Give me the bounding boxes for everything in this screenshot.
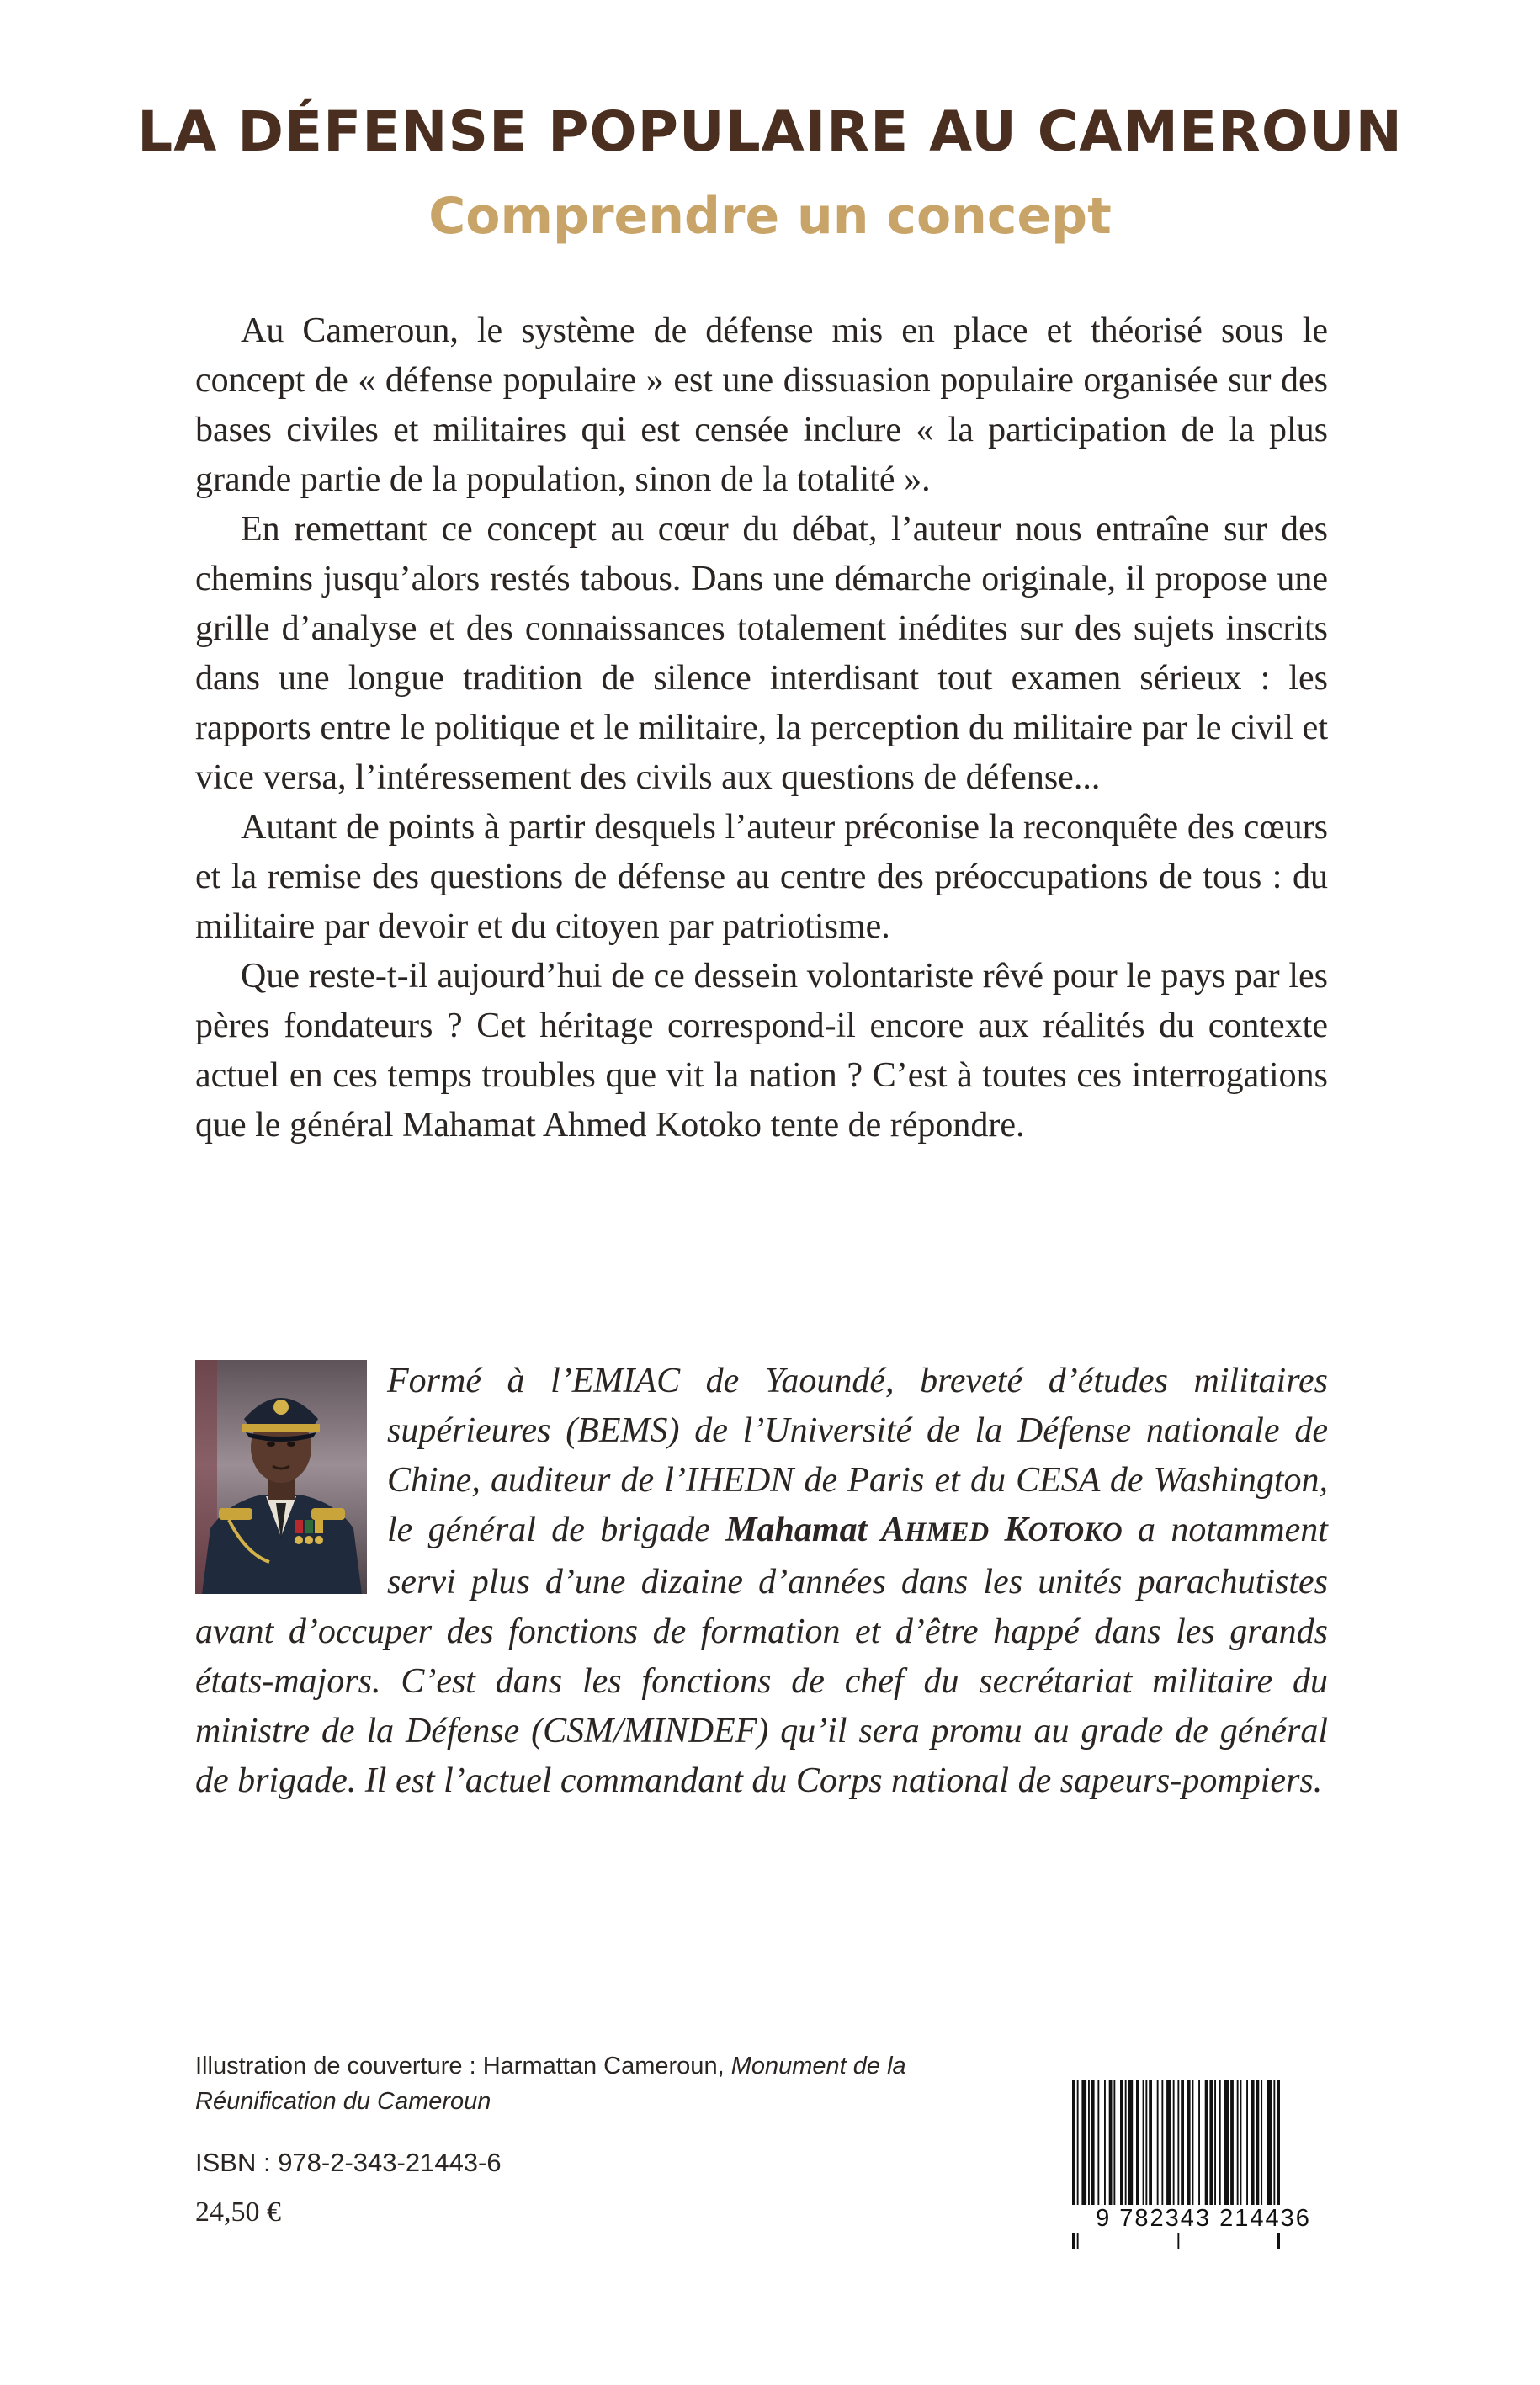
isbn: ISBN : 978-2-343-21443-6 [195, 2148, 502, 2177]
blurb-paragraph: Au Cameroun, le système de défense mis en place et théorisé sous le concept de « défense populaire » est une dissuasion populaire organisée sur des bases civiles et militaires qui est censée inclure « la participation de la plus grande partie de la population, sinon de la totalité ». [195, 311, 1328, 499]
blurb-paragraph: En remettant ce concept au cœur du débat, l’auteur nous entraîne sur des chemins jusqu’alors restés tabous. Dans une démarche originale, il propose une grille d’analyse et des connaissances totalement inédites sur des sujets inscrits dans une longue tradition de silence interdisant tout examen sérieux : les rapports entre le politique et le militaire, la perception du militaire par le civil et vice versa, l’intéressement des civils aux questions de défense... [195, 510, 1328, 797]
cover-illustration-credit [195, 2048, 1003, 2119]
author-middle-initial: A [881, 1511, 905, 1549]
credit-work-title: Monument de la Réunification du Cameroun [195, 2053, 906, 2115]
author-name [725, 1511, 1122, 1549]
blurb-paragraph: Autant de points à partir desquels l’auteur préconise la reconquête des cœurs et la remise des questions de défense au centre des préoccupations de tous : du militaire par devoir et du citoyen par patriotisme. [195, 808, 1328, 946]
author-first-name: Mahamat [725, 1511, 868, 1549]
barcode-digits: 9 782343 214436 [1062, 2205, 1345, 2233]
author-last-initial: K [1004, 1511, 1028, 1549]
blurb-paragraph: Que reste-t-il aujourd’hui de ce dessein volontariste rêvé pour le pays par les pères fondateurs ? Cet héritage correspond-il encore aux réalités du contexte actuel en ces temps troubles que vit la nation ? C’est à toutes ces interrogations que le général Mahamat Ahmed Kotoko tente de répondre. [195, 957, 1328, 1145]
price: 24,50 € [195, 2196, 281, 2228]
bio-text-end: a notamment servi plus d’une dizaine d’années dans les unités parachutistes avant d’occuper des fonctions de formation et d’être happé dans les grands états-majors. C’est dans les fonctions de chef du secrétariat militaire du ministre de la Défense (CSM/MINDEF) qu’il sera promu au grade de général de brigade. Il est l’actuel commandant du Corps national de sapeurs-pompiers. [195, 1511, 1328, 1800]
author-last-rest: OTOKO [1028, 1517, 1123, 1548]
bio-text-start: Formé à l’EMIAC de Yaoundé, breveté d’études militaires supérieures (BEMS) de l’Université de la Défense nationale de Chine, auditeur de l’IHEDN de Paris et du CESA de Washington, le général de brigade [387, 1362, 1328, 1549]
author-biography [195, 1357, 1328, 1806]
book-subtitle: Comprendre un concept [428, 187, 1112, 246]
credit-prefix: Illustration de couverture : Harmattan Cameroun, [195, 2053, 731, 2080]
author-middle-rest: HMED [905, 1517, 990, 1548]
photo-spacer [195, 1357, 387, 1596]
book-title: LA DÉFENSE POPULAIRE AU CAMEROUN [137, 99, 1403, 164]
back-cover-blurb [195, 306, 1328, 1150]
